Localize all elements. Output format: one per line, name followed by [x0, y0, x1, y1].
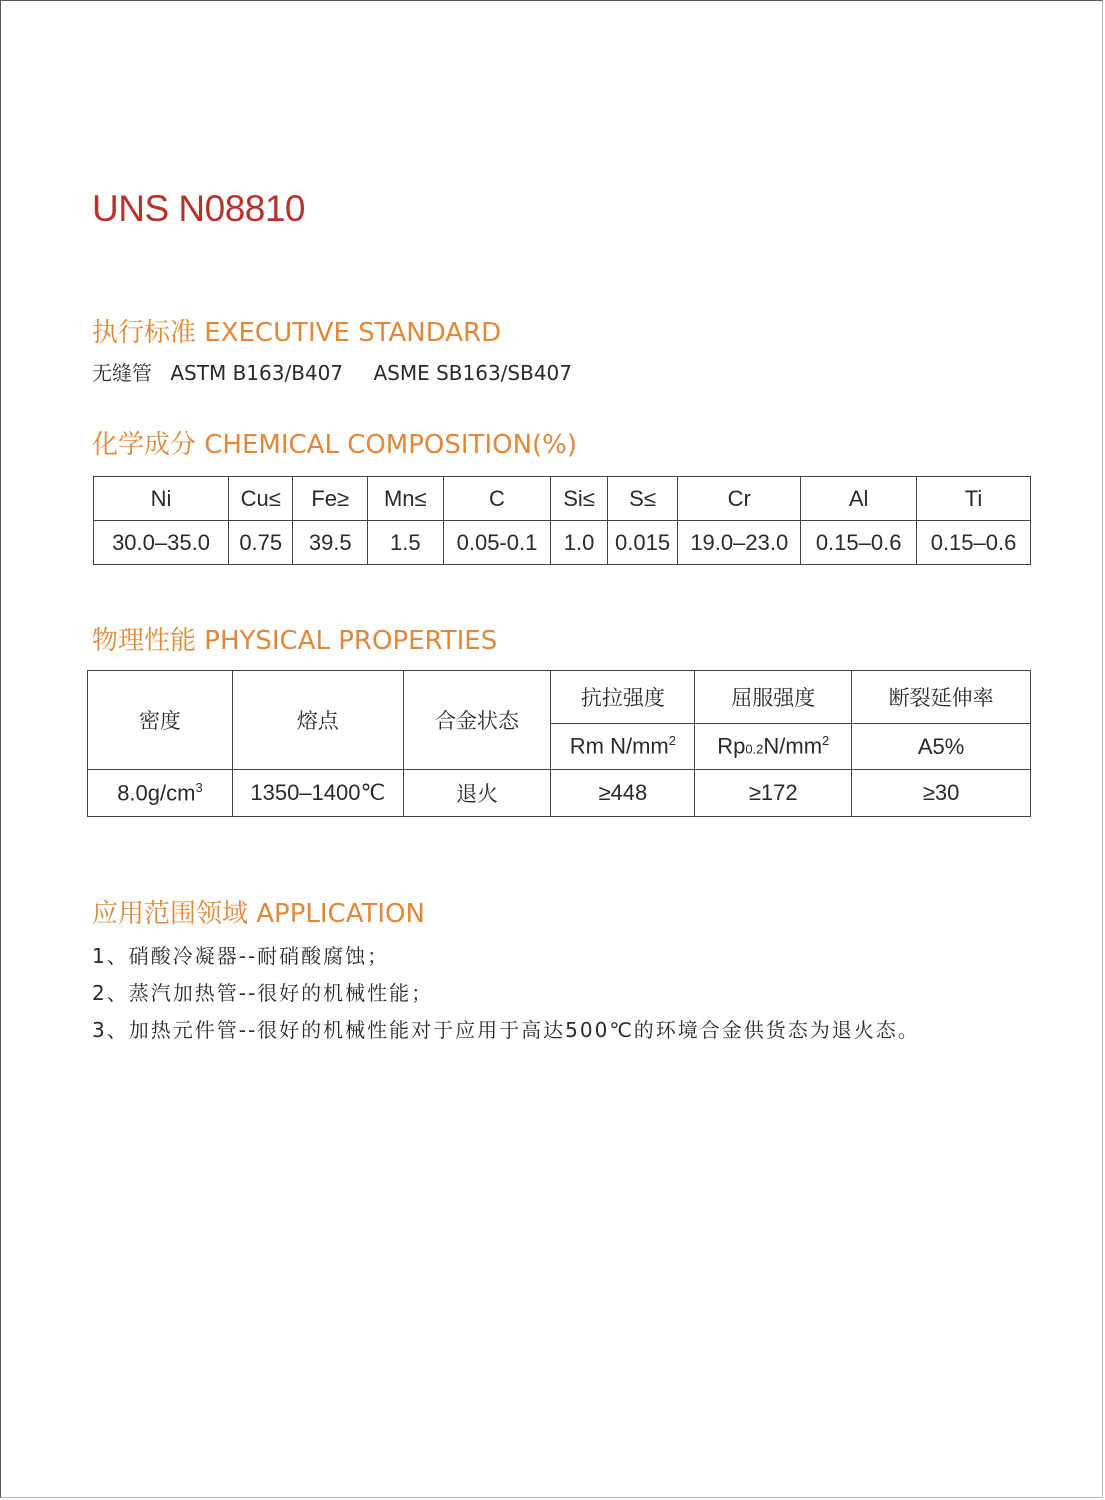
alloy-state-header: 合金状态 — [403, 671, 551, 770]
density-value-sup: 3 — [195, 779, 203, 795]
elongation-header: 断裂延伸率 — [852, 671, 1031, 724]
asme-standard: ASME SB163/SB407 — [373, 361, 572, 385]
tensile-strength-value: ≥448 — [551, 770, 695, 817]
header-cell: S≤ — [607, 477, 678, 521]
value-cell: 39.5 — [293, 521, 368, 565]
elongation-value: ≥30 — [852, 770, 1031, 817]
alloy-state-value: 退火 — [403, 770, 551, 817]
standard-line — [92, 357, 572, 386]
table-row — [88, 671, 1031, 724]
value-cell: 0.05-0.1 — [443, 521, 551, 565]
tube-type: 无缝管 — [92, 361, 152, 385]
yield-strength-value: ≥172 — [695, 770, 852, 817]
application-list — [92, 938, 920, 1049]
chemical-composition-heading: 化学成分 CHEMICAL COMPOSITION(%) — [92, 430, 578, 460]
elongation-unit: A5% — [852, 724, 1031, 770]
tensile-strength-header: 抗拉强度 — [551, 671, 695, 724]
value-cell: 0.15–0.6 — [917, 521, 1031, 565]
table-row — [88, 770, 1031, 817]
table-row — [94, 521, 1031, 565]
value-cell: 1.5 — [368, 521, 444, 565]
density-value-text: 8.0g/cm — [117, 780, 196, 806]
application-heading: 应用范围领域 APPLICATION — [92, 899, 425, 929]
yield-unit-sup: 2 — [822, 733, 830, 749]
value-cell: 0.75 — [229, 521, 293, 565]
value-cell: 30.0–35.0 — [94, 521, 229, 565]
chemical-composition-table — [93, 476, 1031, 565]
melting-point-header: 熔点 — [232, 671, 403, 770]
melting-point-value: 1350–1400℃ — [232, 770, 403, 817]
astm-standard: ASTM B163/B407 — [170, 361, 344, 385]
header-cell: Mn≤ — [368, 477, 444, 521]
yield-unit-suffix: N/mm — [763, 733, 823, 759]
yield-unit-sub: 0.2 — [745, 741, 764, 757]
value-cell: 19.0–23.0 — [678, 521, 801, 565]
physical-properties-table — [87, 670, 1031, 817]
tensile-unit — [551, 724, 695, 770]
yield-strength-header: 屈服强度 — [695, 671, 852, 724]
executive-standard-heading: 执行标准 EXECUTIVE STANDARD — [92, 318, 502, 348]
list-item: 3、加热元件管--很好的机械性能对于应用于高达500℃的环境合金供货态为退火态。 — [92, 1018, 920, 1042]
list-item: 2、蒸汽加热管--很好的机械性能； — [92, 981, 434, 1005]
tensile-unit-sup: 2 — [668, 733, 676, 749]
physical-properties-heading: 物理性能 PHYSICAL PROPERTIES — [92, 626, 498, 656]
density-header: 密度 — [88, 671, 233, 770]
list-item: 1、硝酸冷凝器--耐硝酸腐蚀； — [92, 944, 390, 968]
header-cell: Cr — [678, 477, 801, 521]
yield-unit-prefix: Rp — [717, 733, 746, 759]
value-cell: 0.15–0.6 — [801, 521, 917, 565]
header-cell: Ni — [94, 477, 229, 521]
header-cell: Al — [801, 477, 917, 521]
tensile-unit-text: Rm N/mm — [569, 733, 669, 759]
value-cell: 1.0 — [551, 521, 607, 565]
density-value — [88, 770, 233, 817]
value-cell: 0.015 — [607, 521, 678, 565]
header-cell: Ti — [917, 477, 1031, 521]
header-cell: Cu≤ — [229, 477, 293, 521]
page-title: UNS N08810 — [92, 188, 306, 229]
header-cell: C — [443, 477, 551, 521]
table-row — [94, 477, 1031, 521]
yield-unit — [695, 724, 852, 770]
header-cell: Fe≥ — [293, 477, 368, 521]
header-cell: Si≤ — [551, 477, 607, 521]
